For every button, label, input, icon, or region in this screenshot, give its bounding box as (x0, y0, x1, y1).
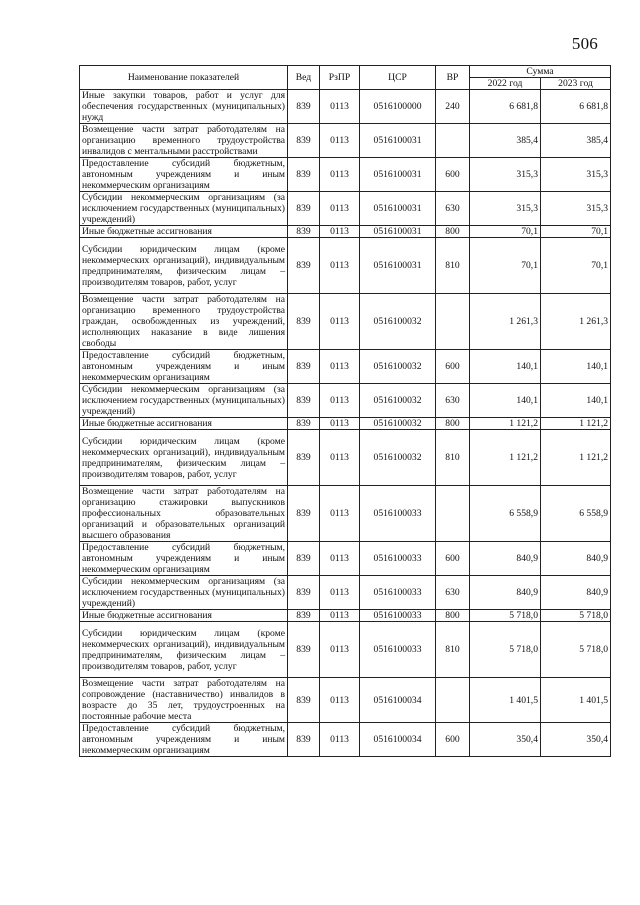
row-ved: 839 (288, 486, 320, 542)
budget-table (79, 65, 611, 757)
row-csr: 0516100034 (360, 678, 436, 723)
table-row (80, 430, 611, 486)
row-sum-2023: 385,4 (541, 124, 611, 158)
row-ved: 839 (288, 622, 320, 678)
row-sum-2023: 1 401,5 (541, 678, 611, 723)
row-ved: 839 (288, 350, 320, 384)
row-sum-2022: 840,9 (470, 576, 541, 610)
table-row (80, 350, 611, 384)
row-name: Иные бюджетные ассигнования (80, 610, 288, 622)
row-rzpr: 0113 (320, 542, 360, 576)
row-ved: 839 (288, 542, 320, 576)
row-ved: 839 (288, 192, 320, 226)
row-sum-2022: 140,1 (470, 350, 541, 384)
row-ved: 839 (288, 124, 320, 158)
row-csr: 0516100031 (360, 238, 436, 294)
header-rzpr: РзПР (320, 66, 360, 90)
row-rzpr: 0113 (320, 158, 360, 192)
row-rzpr: 0113 (320, 350, 360, 384)
row-name: Возмещение части затрат работодателям на организацию временного трудоустройства граждан, освобожденных из учреждений, исполняющих наказание в виде лишения свободы (80, 294, 288, 350)
row-vr: 600 (436, 723, 470, 757)
row-name: Субсидии юридическим лицам (кроме некоммерческих организаций), индивидуальным предпринимателям, физическим лицам – производителям товаров, работ, услуг (80, 622, 288, 678)
row-vr: 800 (436, 610, 470, 622)
row-sum-2023: 315,3 (541, 158, 611, 192)
row-vr: 600 (436, 350, 470, 384)
row-sum-2023: 1 121,2 (541, 418, 611, 430)
table-row (80, 576, 611, 610)
row-name: Субсидии юридическим лицам (кроме некоммерческих организаций), индивидуальным предпринимателям, физическим лицам – производителям товаров, работ, услуг (80, 238, 288, 294)
row-vr: 630 (436, 384, 470, 418)
row-sum-2023: 840,9 (541, 542, 611, 576)
row-vr (436, 678, 470, 723)
table-row (80, 610, 611, 622)
page-number: 506 (571, 34, 598, 53)
row-sum-2023: 70,1 (541, 238, 611, 294)
row-vr: 600 (436, 158, 470, 192)
row-ved: 839 (288, 226, 320, 238)
row-sum-2022: 385,4 (470, 124, 541, 158)
row-rzpr: 0113 (320, 384, 360, 418)
row-name: Субсидии некоммерческим организациям (за исключением государственных (муниципальных) учреждений) (80, 576, 288, 610)
row-sum-2022: 6 681,8 (470, 90, 541, 124)
row-ved: 839 (288, 678, 320, 723)
table-row (80, 294, 611, 350)
row-name: Предоставление субсидий бюджетным, автономным учреждениям и иным некоммерческим организациям (80, 350, 288, 384)
row-name: Иные бюджетные ассигнования (80, 226, 288, 238)
row-rzpr: 0113 (320, 622, 360, 678)
row-vr (436, 486, 470, 542)
row-ved: 839 (288, 294, 320, 350)
row-name: Возмещение части затрат работодателям на сопровождение (наставничество) инвалидов в возрасте до 35 лет, трудоустроенных на постоянные рабочие места (80, 678, 288, 723)
row-sum-2022: 840,9 (470, 542, 541, 576)
row-sum-2023: 6 681,8 (541, 90, 611, 124)
row-name: Субсидии некоммерческим организациям (за исключением государственных (муниципальных) учреждений) (80, 192, 288, 226)
row-name: Предоставление субсидий бюджетным, автономным учреждениям и иным некоммерческим организациям (80, 542, 288, 576)
header-vr: ВР (436, 66, 470, 90)
table-row (80, 124, 611, 158)
row-name: Субсидии юридическим лицам (кроме некоммерческих организаций), индивидуальным предпринимателям, физическим лицам – производителям товаров, работ, услуг (80, 430, 288, 486)
row-rzpr: 0113 (320, 430, 360, 486)
row-sum-2023: 1 121,2 (541, 430, 611, 486)
table-header (80, 66, 611, 90)
table-row (80, 678, 611, 723)
row-rzpr: 0113 (320, 418, 360, 430)
row-sum-2022: 6 558,9 (470, 486, 541, 542)
row-sum-2023: 1 261,3 (541, 294, 611, 350)
row-name: Иные бюджетные ассигнования (80, 418, 288, 430)
row-vr: 810 (436, 430, 470, 486)
row-vr (436, 124, 470, 158)
table-row (80, 90, 611, 124)
header-ved: Вед (288, 66, 320, 90)
table-row (80, 158, 611, 192)
row-sum-2023: 5 718,0 (541, 610, 611, 622)
row-vr: 600 (436, 542, 470, 576)
row-sum-2023: 6 558,9 (541, 486, 611, 542)
table-row (80, 418, 611, 430)
table-row (80, 238, 611, 294)
row-sum-2022: 5 718,0 (470, 622, 541, 678)
row-ved: 839 (288, 384, 320, 418)
row-vr: 630 (436, 576, 470, 610)
row-csr: 0516100032 (360, 384, 436, 418)
row-vr (436, 294, 470, 350)
table-row (80, 384, 611, 418)
row-rzpr: 0113 (320, 486, 360, 542)
header-year-2022: 2022 год (470, 78, 541, 90)
header-csr: ЦСР (360, 66, 436, 90)
row-csr: 0516100033 (360, 622, 436, 678)
row-sum-2022: 70,1 (470, 238, 541, 294)
row-rzpr: 0113 (320, 610, 360, 622)
table-row (80, 622, 611, 678)
row-csr: 0516100031 (360, 124, 436, 158)
table-row (80, 723, 611, 757)
table-row (80, 542, 611, 576)
row-rzpr: 0113 (320, 124, 360, 158)
row-rzpr: 0113 (320, 294, 360, 350)
row-csr: 0516100033 (360, 610, 436, 622)
row-ved: 839 (288, 576, 320, 610)
row-sum-2023: 140,1 (541, 384, 611, 418)
row-ved: 839 (288, 238, 320, 294)
row-rzpr: 0113 (320, 576, 360, 610)
row-sum-2022: 5 718,0 (470, 610, 541, 622)
row-ved: 839 (288, 158, 320, 192)
row-sum-2022: 1 121,2 (470, 430, 541, 486)
row-rzpr: 0113 (320, 192, 360, 226)
row-csr: 0516100031 (360, 158, 436, 192)
row-sum-2022: 350,4 (470, 723, 541, 757)
row-sum-2022: 70,1 (470, 226, 541, 238)
row-ved: 839 (288, 610, 320, 622)
row-csr: 0516100000 (360, 90, 436, 124)
table-body (80, 90, 611, 757)
row-rzpr: 0113 (320, 678, 360, 723)
row-csr: 0516100032 (360, 430, 436, 486)
row-name: Предоставление субсидий бюджетным, автономным учреждениям и иным некоммерческим организациям (80, 723, 288, 757)
row-sum-2022: 1 401,5 (470, 678, 541, 723)
row-name: Возмещение части затрат работодателям на организацию временного трудоустройства инвалидов с ментальными расстройствами (80, 124, 288, 158)
row-csr: 0516100032 (360, 294, 436, 350)
row-ved: 839 (288, 418, 320, 430)
row-sum-2022: 315,3 (470, 192, 541, 226)
table-row (80, 226, 611, 238)
row-vr: 800 (436, 226, 470, 238)
row-csr: 0516100033 (360, 576, 436, 610)
row-csr: 0516100034 (360, 723, 436, 757)
row-csr: 0516100033 (360, 486, 436, 542)
header-year-2023: 2023 год (541, 78, 611, 90)
row-csr: 0516100031 (360, 226, 436, 238)
row-rzpr: 0113 (320, 723, 360, 757)
row-vr: 800 (436, 418, 470, 430)
row-name: Возмещение части затрат работодателям на организацию стажировки выпускников профессиональных образовательных организаций и образовательных организаций высшего образования (80, 486, 288, 542)
row-sum-2023: 140,1 (541, 350, 611, 384)
row-sum-2022: 315,3 (470, 158, 541, 192)
row-sum-2023: 350,4 (541, 723, 611, 757)
row-name: Иные закупки товаров, работ и услуг для обеспечения государственных (муниципальных) нужд (80, 90, 288, 124)
row-sum-2023: 5 718,0 (541, 622, 611, 678)
row-vr: 630 (436, 192, 470, 226)
row-sum-2023: 70,1 (541, 226, 611, 238)
row-sum-2023: 840,9 (541, 576, 611, 610)
row-sum-2023: 315,3 (541, 192, 611, 226)
row-rzpr: 0113 (320, 90, 360, 124)
row-ved: 839 (288, 723, 320, 757)
row-name: Субсидии некоммерческим организациям (за исключением государственных (муниципальных) учреждений) (80, 384, 288, 418)
row-sum-2022: 1 121,2 (470, 418, 541, 430)
row-vr: 810 (436, 238, 470, 294)
row-vr: 810 (436, 622, 470, 678)
row-sum-2022: 140,1 (470, 384, 541, 418)
table-row (80, 192, 611, 226)
row-csr: 0516100032 (360, 418, 436, 430)
table-row (80, 486, 611, 542)
row-vr: 240 (436, 90, 470, 124)
row-rzpr: 0113 (320, 226, 360, 238)
header-sum: Сумма (470, 66, 611, 78)
row-csr: 0516100033 (360, 542, 436, 576)
row-sum-2022: 1 261,3 (470, 294, 541, 350)
row-ved: 839 (288, 90, 320, 124)
row-name: Предоставление субсидий бюджетным, автономным учреждениям и иным некоммерческим организациям (80, 158, 288, 192)
row-rzpr: 0113 (320, 238, 360, 294)
row-csr: 0516100031 (360, 192, 436, 226)
row-csr: 0516100032 (360, 350, 436, 384)
row-ved: 839 (288, 430, 320, 486)
header-name: Наименование показателей (80, 66, 288, 90)
